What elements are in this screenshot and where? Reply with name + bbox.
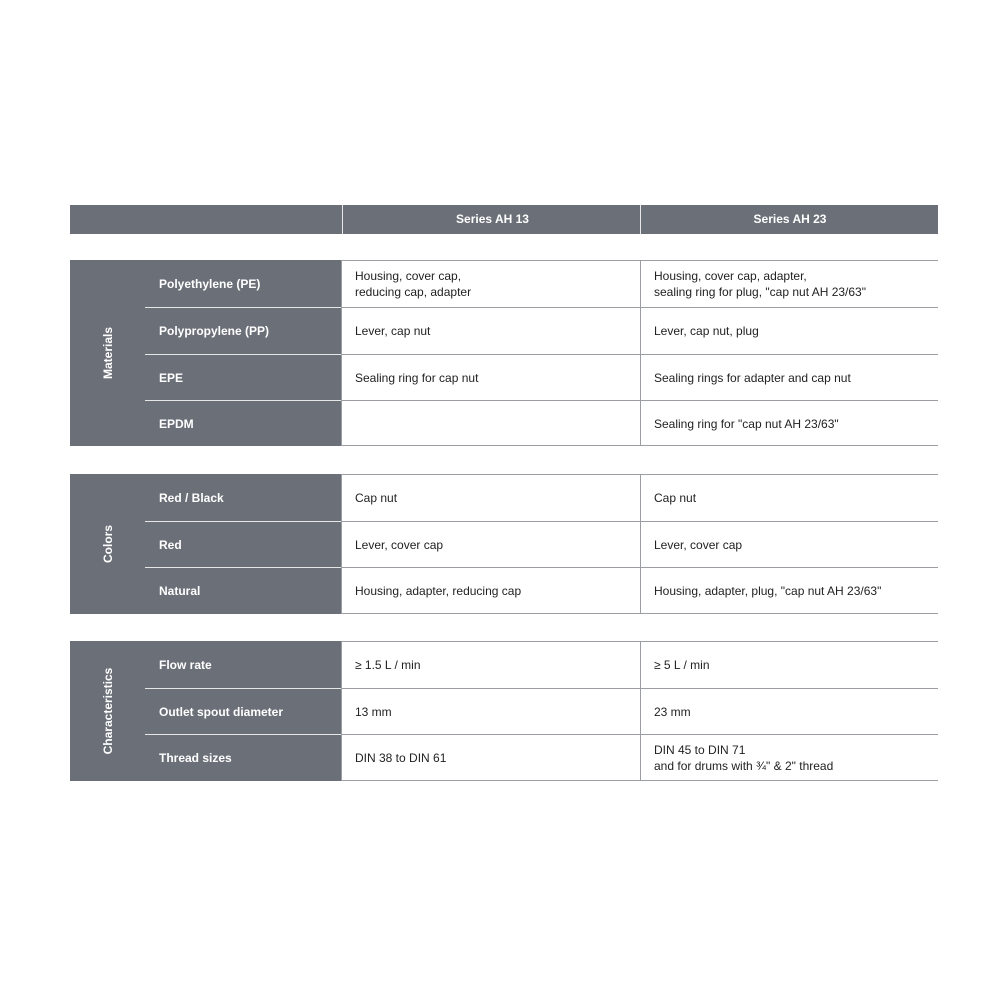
category-label: Colors [70,474,146,614]
cell-ah23: Lever, cap nut, plug [640,307,938,354]
table-row [145,474,938,521]
row-label: Outlet spout diameter [145,688,341,734]
cell-ah23: 23 mm [640,688,938,734]
row-label: Red [145,521,341,567]
row-label: Red / Black [145,474,341,521]
row-label: EPDM [145,400,341,446]
cell-ah13: DIN 38 to DIN 61 [341,734,640,781]
category-label: Characteristics [70,641,146,781]
cell-ah13: Lever, cap nut [341,307,640,354]
cell-ah13: Sealing ring for cap nut [341,354,640,400]
column-header-ah23: Series AH 23 [640,205,939,234]
cell-ah23: Lever, cover cap [640,521,938,567]
materials-section [70,260,938,446]
divider [341,445,938,446]
row-label: Polyethylene (PE) [145,260,341,307]
divider [341,780,938,781]
table-header [70,205,938,234]
table-row [145,307,938,354]
table-row [145,354,938,400]
characteristics-section [70,641,938,781]
cell-ah23: Housing, adapter, plug, "cap nut AH 23/63" [640,567,938,614]
table-row [145,567,938,614]
cell-ah13 [341,400,640,446]
cell-ah23: Sealing ring for "cap nut AH 23/63" [640,400,938,446]
row-label: Flow rate [145,641,341,688]
cell-ah13: Housing, cover cap, reducing cap, adapter [341,260,640,307]
row-label: Polypropylene (PP) [145,307,341,354]
cell-ah23: Cap nut [640,474,938,521]
table-row [145,688,938,734]
table-row [145,641,938,688]
table-row [145,734,938,781]
row-label: Thread sizes [145,734,341,781]
divider [341,613,938,614]
cell-ah13: ≥ 1.5 L / min [341,641,640,688]
table-row [145,260,938,307]
row-label: EPE [145,354,341,400]
cell-ah13: Housing, adapter, reducing cap [341,567,640,614]
table-row [145,400,938,446]
column-header-ah13: Series AH 13 [342,205,642,234]
cell-ah23: Sealing rings for adapter and cap nut [640,354,938,400]
cell-ah13: 13 mm [341,688,640,734]
cell-ah23: Housing, cover cap, adapter, sealing ring for plug, "cap nut AH 23/63" [640,260,938,307]
category-label: Materials [70,260,146,446]
row-label: Natural [145,567,341,614]
cell-ah13: Cap nut [341,474,640,521]
cell-ah13: Lever, cover cap [341,521,640,567]
table-row [145,521,938,567]
colors-section [70,474,938,614]
cell-ah23: DIN 45 to DIN 71 and for drums with ¾" & 2" thread [640,734,938,781]
cell-ah23: ≥ 5 L / min [640,641,938,688]
